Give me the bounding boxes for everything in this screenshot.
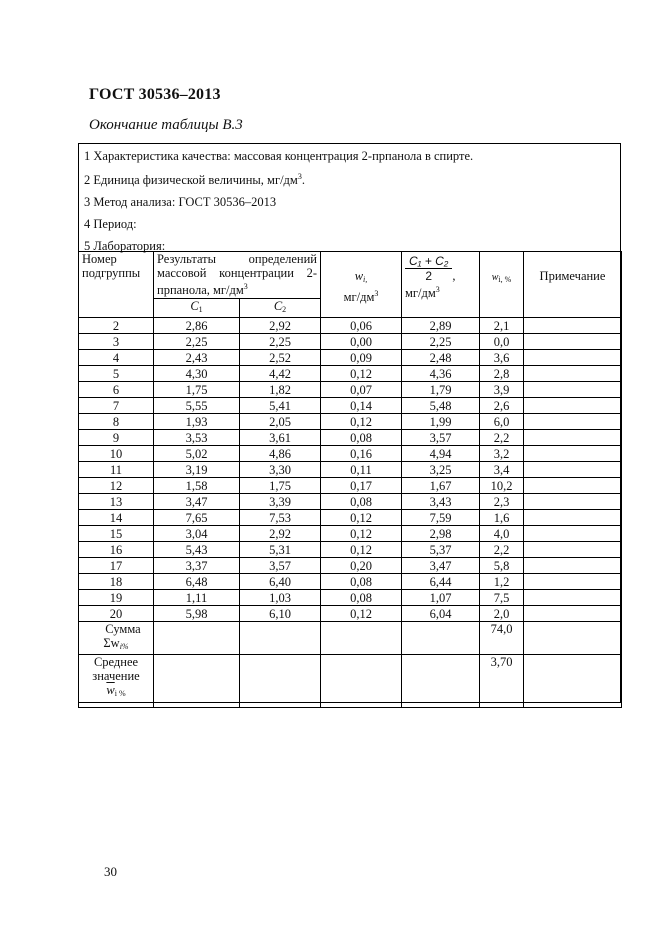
note-cell bbox=[524, 542, 622, 558]
mean-value-cell: 6,04 bbox=[402, 606, 480, 622]
group-number: 16 bbox=[79, 542, 154, 558]
wi-value: 0,12 bbox=[321, 510, 402, 526]
table-row bbox=[79, 558, 622, 574]
mean-fraction: $\frac{\text{C₁ + C₂}}{2}$ bbox=[405, 254, 452, 283]
c1-value: 5,98 bbox=[154, 606, 240, 622]
table-row bbox=[79, 430, 622, 446]
wi-value: 0,08 bbox=[321, 590, 402, 606]
note-cell bbox=[524, 590, 622, 606]
wi-percent-value: 2,3 bbox=[480, 494, 524, 510]
table-row bbox=[79, 494, 622, 510]
c1-value: 7,65 bbox=[154, 510, 240, 526]
c1-value: 3,19 bbox=[154, 462, 240, 478]
group-number: 15 bbox=[79, 526, 154, 542]
header-mean-formula: $\frac{\text{C₁ + C₂}}{2}$ , $мг/дм^3$ bbox=[402, 252, 480, 318]
wi-percent-value: 2,2 bbox=[480, 430, 524, 446]
table-row bbox=[79, 510, 622, 526]
wi-value: 0,11 bbox=[321, 462, 402, 478]
c1-value: 3,04 bbox=[154, 526, 240, 542]
c1-value: 5,02 bbox=[154, 446, 240, 462]
note-cell bbox=[524, 334, 622, 350]
wi-value: 0,07 bbox=[321, 382, 402, 398]
group-number: 3 bbox=[79, 334, 154, 350]
c2-value: 1,75 bbox=[240, 478, 321, 494]
c2-value: 7,53 bbox=[240, 510, 321, 526]
c2-value: 5,41 bbox=[240, 398, 321, 414]
table-row bbox=[79, 574, 622, 590]
mean-value-cell: 1,99 bbox=[402, 414, 480, 430]
c2-value: 2,05 bbox=[240, 414, 321, 430]
mean-value-cell: 7,59 bbox=[402, 510, 480, 526]
group-number: 7 bbox=[79, 398, 154, 414]
c2-value: 4,42 bbox=[240, 366, 321, 382]
header-c2: $C_2$ bbox=[240, 299, 321, 318]
table-row bbox=[79, 542, 622, 558]
c2-value: 2,92 bbox=[240, 318, 321, 334]
c1-value: 5,55 bbox=[154, 398, 240, 414]
group-number: 8 bbox=[79, 414, 154, 430]
wi-percent-value: 3,2 bbox=[480, 446, 524, 462]
group-number: 11 bbox=[79, 462, 154, 478]
unit-sup: 3 bbox=[297, 172, 302, 181]
wi-value: 0,17 bbox=[321, 478, 402, 494]
sum-value: 74,0 bbox=[480, 622, 524, 655]
table-caption: Окончание таблицы В.3 bbox=[89, 117, 243, 133]
wi-value: 0,12 bbox=[321, 414, 402, 430]
unit-end: . bbox=[301, 173, 305, 187]
wi-percent-value: 5,8 bbox=[480, 558, 524, 574]
note-cell bbox=[524, 350, 622, 366]
analysis-method: 3 Метод анализа: ГОСТ 30536–2013 bbox=[84, 195, 277, 209]
table-row bbox=[79, 334, 622, 350]
table-row bbox=[79, 350, 622, 366]
page-number: 30 bbox=[104, 864, 117, 879]
note-cell bbox=[524, 606, 622, 622]
group-number: 18 bbox=[79, 574, 154, 590]
c2-value: 2,52 bbox=[240, 350, 321, 366]
note-cell bbox=[524, 494, 622, 510]
results-table bbox=[78, 251, 622, 708]
group-number: 19 bbox=[79, 590, 154, 606]
c1-value: 2,43 bbox=[154, 350, 240, 366]
mean-value-cell: 3,47 bbox=[402, 558, 480, 574]
wi-value: 0,06 bbox=[321, 318, 402, 334]
wi-value: 0,12 bbox=[321, 542, 402, 558]
group-number: 14 bbox=[79, 510, 154, 526]
c1-value: 6,48 bbox=[154, 574, 240, 590]
group-number: 2 bbox=[79, 318, 154, 334]
wi-percent-value: 2,1 bbox=[480, 318, 524, 334]
mean-value-cell: 3,43 bbox=[402, 494, 480, 510]
c1-value: 3,37 bbox=[154, 558, 240, 574]
note-cell bbox=[524, 574, 622, 590]
c2-value: 3,39 bbox=[240, 494, 321, 510]
period: 4 Период: bbox=[84, 217, 137, 231]
table-row bbox=[79, 526, 622, 542]
wi-value: 0,12 bbox=[321, 366, 402, 382]
note-cell bbox=[524, 366, 622, 382]
mean-value-cell: 2,48 bbox=[402, 350, 480, 366]
table-row bbox=[79, 382, 622, 398]
c1-value: 5,43 bbox=[154, 542, 240, 558]
header-wi-percent: $w_{i, \%}$ bbox=[480, 252, 524, 318]
note-cell bbox=[524, 430, 622, 446]
note-cell bbox=[524, 462, 622, 478]
wi-percent-value: 3,6 bbox=[480, 350, 524, 366]
group-number: 20 bbox=[79, 606, 154, 622]
c1-value: 3,53 bbox=[154, 430, 240, 446]
wi-value: 0,16 bbox=[321, 446, 402, 462]
sum-label: Сумма $\Sigma w_{i\%}$ bbox=[79, 622, 154, 655]
note-cell bbox=[524, 526, 622, 542]
header-wi: $w_{i,}$ $мг/дм^3$ bbox=[321, 252, 402, 318]
note-cell bbox=[524, 382, 622, 398]
c2-value: 3,61 bbox=[240, 430, 321, 446]
quality-characteristic: 1 Характеристика качества: массовая концентрация 2-прпанола в спирте. bbox=[84, 149, 474, 163]
wi-value: 0,08 bbox=[321, 430, 402, 446]
c2-value: 6,40 bbox=[240, 574, 321, 590]
note-cell bbox=[524, 414, 622, 430]
table-row bbox=[79, 462, 622, 478]
mean-value-cell: 1,07 bbox=[402, 590, 480, 606]
c1-value: 3,47 bbox=[154, 494, 240, 510]
c1-value: 1,11 bbox=[154, 590, 240, 606]
c2-value: 2,25 bbox=[240, 334, 321, 350]
mean-value: 3,70 bbox=[480, 655, 524, 708]
c1-value: 1,75 bbox=[154, 382, 240, 398]
c1-value: 2,25 bbox=[154, 334, 240, 350]
wi-value: 0,00 bbox=[321, 334, 402, 350]
group-number: 4 bbox=[79, 350, 154, 366]
wi-percent-value: 1,6 bbox=[480, 510, 524, 526]
group-number: 10 bbox=[79, 446, 154, 462]
document-title: ГОСТ 30536–2013 bbox=[89, 86, 221, 103]
mean-value-cell: 3,25 bbox=[402, 462, 480, 478]
wi-percent-value: 2,0 bbox=[480, 606, 524, 622]
wi-percent-value: 3,4 bbox=[480, 462, 524, 478]
c2-value: 3,30 bbox=[240, 462, 321, 478]
c2-value: 1,82 bbox=[240, 382, 321, 398]
c2-value: 3,57 bbox=[240, 558, 321, 574]
mean-value-cell: 4,94 bbox=[402, 446, 480, 462]
table-row bbox=[79, 446, 622, 462]
header-note: Примечание bbox=[524, 252, 622, 318]
c2-value: 1,03 bbox=[240, 590, 321, 606]
table-row bbox=[79, 366, 622, 382]
wi-percent-value: 7,5 bbox=[480, 590, 524, 606]
mean-value-cell: 1,79 bbox=[402, 382, 480, 398]
unit-text: 2 Единица физической величины, мг/дм bbox=[84, 173, 298, 187]
wi-percent-value: 0,0 bbox=[480, 334, 524, 350]
mean-value-cell: 2,89 bbox=[402, 318, 480, 334]
mean-value-cell: 1,67 bbox=[402, 478, 480, 494]
wi-value: 0,12 bbox=[321, 526, 402, 542]
group-number: 12 bbox=[79, 478, 154, 494]
sum-row bbox=[79, 622, 622, 655]
group-number: 6 bbox=[79, 382, 154, 398]
mean-value-cell: 5,37 bbox=[402, 542, 480, 558]
mean-value-cell: 5,48 bbox=[402, 398, 480, 414]
wi-value: 0,09 bbox=[321, 350, 402, 366]
table-row bbox=[79, 478, 622, 494]
laboratory: 5 Лаборатория: bbox=[84, 239, 166, 253]
group-number: 17 bbox=[79, 558, 154, 574]
c2-value: 4,86 bbox=[240, 446, 321, 462]
c2-value: 6,10 bbox=[240, 606, 321, 622]
header-group-number: Номер подгруппы bbox=[79, 252, 154, 318]
wi-percent-value: 2,6 bbox=[480, 398, 524, 414]
note-cell bbox=[524, 446, 622, 462]
table-body bbox=[79, 318, 622, 622]
wi-value: 0,08 bbox=[321, 574, 402, 590]
note-cell bbox=[524, 398, 622, 414]
wi-value: 0,14 bbox=[321, 398, 402, 414]
note-cell bbox=[524, 558, 622, 574]
mean-value-cell: 2,98 bbox=[402, 526, 480, 542]
mean-row bbox=[79, 655, 622, 708]
mean-value-cell: 3,57 bbox=[402, 430, 480, 446]
header-results: Результаты определений массовой концентрации 2-прпанола, $мг/дм^3$ bbox=[154, 252, 321, 299]
group-number: 5 bbox=[79, 366, 154, 382]
c1-value: 1,93 bbox=[154, 414, 240, 430]
c1-value: 1,58 bbox=[154, 478, 240, 494]
note-cell bbox=[524, 510, 622, 526]
header-c1: $C_1$ bbox=[154, 299, 240, 318]
mean-value-cell: 4,36 bbox=[402, 366, 480, 382]
c2-value: 2,92 bbox=[240, 526, 321, 542]
wi-value: 0,20 bbox=[321, 558, 402, 574]
wi-value: 0,08 bbox=[321, 494, 402, 510]
table-row bbox=[79, 590, 622, 606]
wi-percent-value: 2,2 bbox=[480, 542, 524, 558]
group-number: 13 bbox=[79, 494, 154, 510]
table-row bbox=[79, 606, 622, 622]
wi-percent-value: 3,9 bbox=[480, 382, 524, 398]
note-cell bbox=[524, 318, 622, 334]
c1-value: 2,86 bbox=[154, 318, 240, 334]
wi-percent-value: 1,2 bbox=[480, 574, 524, 590]
table-row bbox=[79, 318, 622, 334]
table-row bbox=[79, 398, 622, 414]
wi-value: 0,12 bbox=[321, 606, 402, 622]
wi-percent-value: 2,8 bbox=[480, 366, 524, 382]
wi-percent-value: 4,0 bbox=[480, 526, 524, 542]
wi-percent-value: 10,2 bbox=[480, 478, 524, 494]
mean-value-cell: 6,44 bbox=[402, 574, 480, 590]
group-number: 9 bbox=[79, 430, 154, 446]
note-cell bbox=[524, 478, 622, 494]
mean-value-cell: 2,25 bbox=[402, 334, 480, 350]
wi-percent-value: 6,0 bbox=[480, 414, 524, 430]
c1-value: 4,30 bbox=[154, 366, 240, 382]
mean-label: Среднее значение $\overline{w}_{i \%}$ bbox=[79, 655, 154, 708]
c2-value: 5,31 bbox=[240, 542, 321, 558]
unit-line bbox=[84, 172, 305, 188]
table-row bbox=[79, 414, 622, 430]
